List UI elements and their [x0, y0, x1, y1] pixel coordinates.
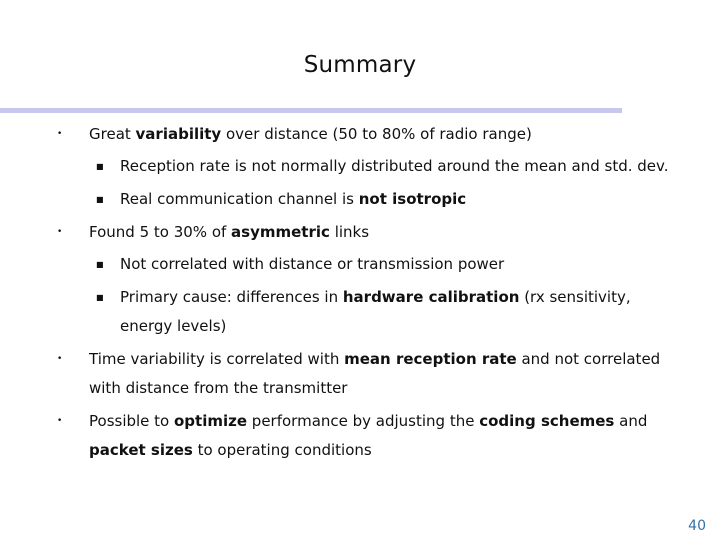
sub-bullet-isotropic — [89, 185, 675, 214]
bullet-optimize — [55, 407, 675, 465]
sub-bullet-square-icon: ■ — [96, 162, 104, 171]
sub-bullet-emphasis: hardware calibration — [342, 288, 520, 306]
sub-bullet-square-icon: ■ — [96, 260, 104, 269]
sub-bullet-text: (rx sensitivity, energy levels) — [120, 288, 631, 335]
sub-bullet-square-icon: ■ — [96, 293, 104, 302]
bullet-time-variability — [55, 345, 675, 403]
title-divider — [0, 108, 622, 113]
sub-bullet-primary-cause — [89, 283, 675, 341]
sub-bullet-text: Primary cause: differences in — [120, 288, 343, 306]
bullet-emphasis: coding schemes — [479, 412, 615, 430]
bullet-dot-icon: • — [57, 129, 63, 139]
bullet-dot-icon: • — [57, 416, 63, 426]
bullet-text: Time variability is correlated with — [89, 350, 345, 368]
bullet-text: Found 5 to 30% of — [89, 223, 232, 241]
bullet-emphasis: optimize — [174, 412, 248, 430]
bullet-emphasis: asymmetric — [231, 223, 330, 241]
bullet-emphasis: packet sizes — [89, 441, 193, 459]
bullet-emphasis: mean reception rate — [344, 350, 517, 368]
bullet-variability — [55, 120, 675, 149]
bullet-text: to operating conditions — [192, 441, 372, 459]
sub-bullet-square-icon: ■ — [96, 195, 104, 204]
sub-bullet-text: Reception rate is not normally distributed around the mean and std. dev. — [120, 157, 669, 175]
bullet-text: over distance (50 to 80% of radio range) — [221, 125, 532, 143]
bullet-text: performance by adjusting the — [247, 412, 480, 430]
bullet-asymmetric — [55, 218, 675, 247]
sub-bullet-text: Real communication channel is — [120, 190, 359, 208]
bullet-text: and — [614, 412, 648, 430]
slide-title: Summary — [303, 52, 417, 78]
bullet-text: and not correlated with distance from the transmitter — [89, 350, 661, 397]
bullet-text: Great — [89, 125, 136, 143]
bullet-emphasis: variability — [135, 125, 222, 143]
sub-bullet-not-correlated — [89, 250, 675, 279]
slide-content — [55, 120, 675, 465]
sub-bullet-text: Not correlated with distance or transmission power — [120, 255, 505, 273]
page-number: 40 — [688, 518, 706, 534]
bullet-text: links — [329, 223, 370, 241]
sub-bullet-reception-rate — [89, 152, 675, 181]
bullet-dot-icon: • — [57, 354, 63, 364]
bullet-dot-icon: • — [57, 227, 63, 237]
sub-bullet-emphasis: not isotropic — [358, 190, 467, 208]
bullet-text: Possible to — [89, 412, 174, 430]
